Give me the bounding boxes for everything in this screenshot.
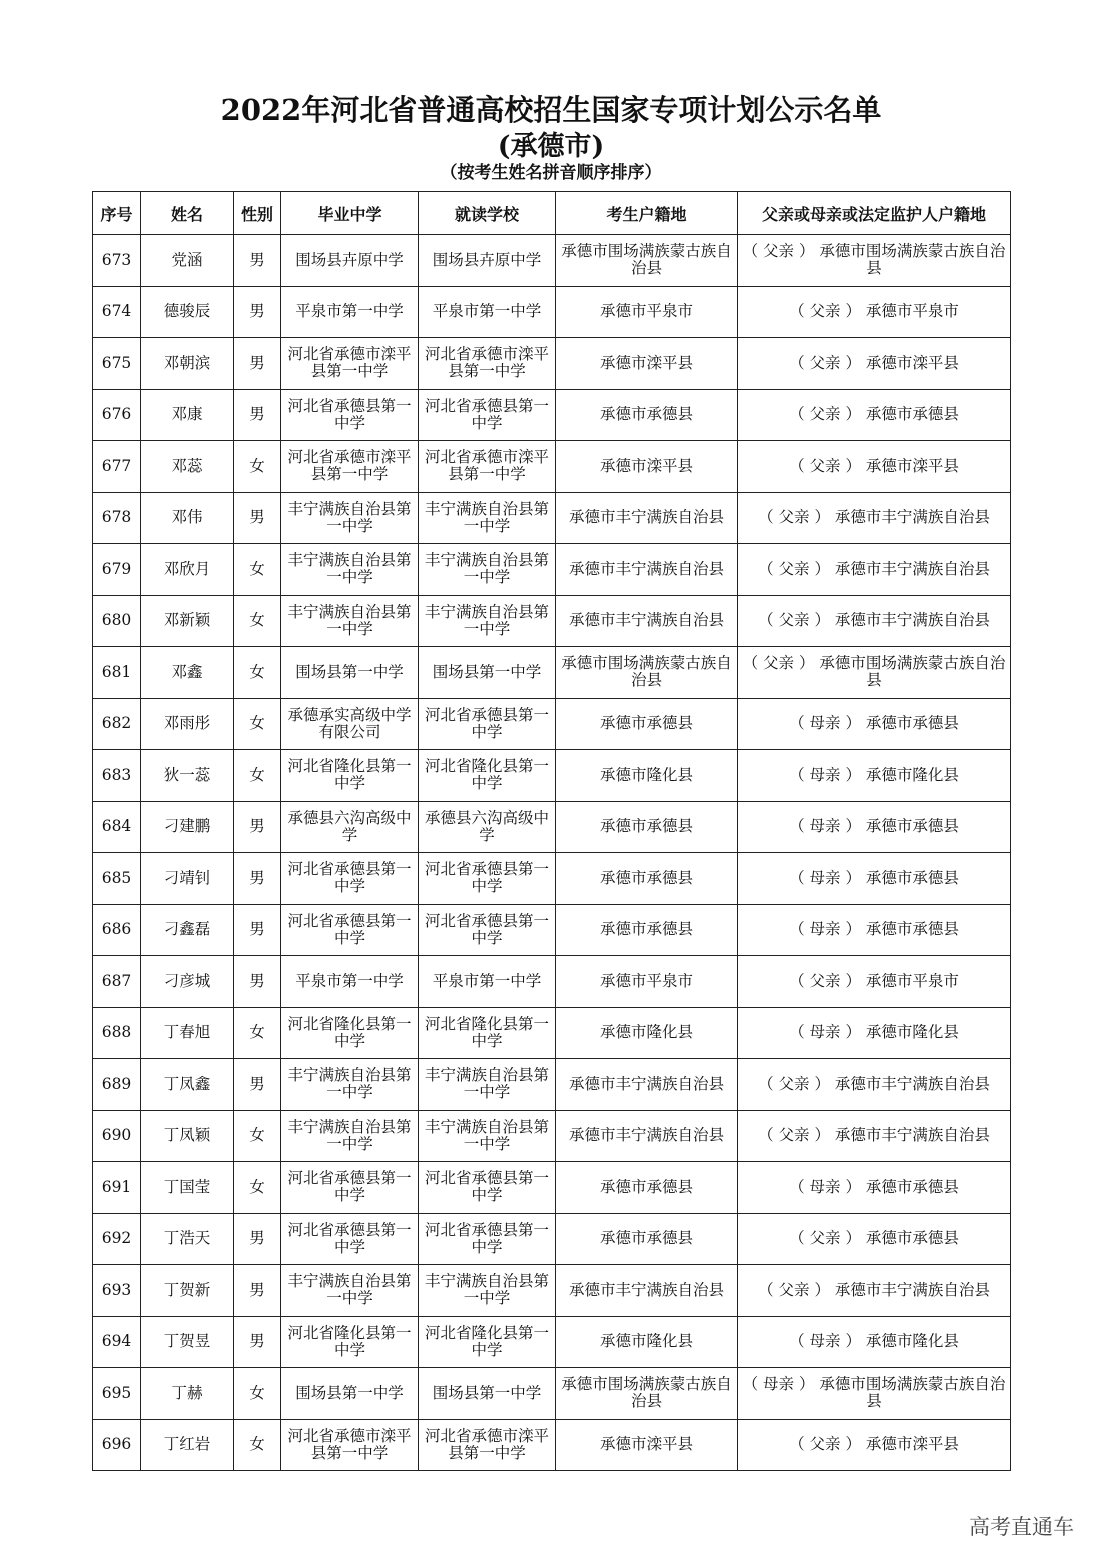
cell-graduation-school: 河北省隆化县第一中学 — [281, 1316, 419, 1368]
table-row — [93, 956, 1011, 1008]
cell-serial-number: 685 — [93, 853, 141, 905]
table-row — [93, 441, 1011, 493]
cell-guardian-hukou: （ 母亲 ） 承德市承德县 — [738, 1162, 1011, 1214]
cell-guardian-hukou: （ 父亲 ） 承德市丰宁满族自治县 — [738, 595, 1011, 647]
cell-name: 邓欣月 — [141, 544, 234, 596]
cell-current-school: 河北省承德县第一中学 — [419, 1213, 556, 1265]
cell-name: 德骏辰 — [141, 286, 234, 338]
cell-current-school: 河北省承德县第一中学 — [419, 1162, 556, 1214]
cell-name: 刁鑫磊 — [141, 904, 234, 956]
cell-gender: 女 — [234, 595, 281, 647]
cell-gender: 男 — [234, 1316, 281, 1368]
cell-gender: 男 — [234, 1213, 281, 1265]
watermark: 高考直通车 — [969, 1515, 1074, 1539]
table-row — [93, 286, 1011, 338]
cell-graduation-school: 河北省承德县第一中学 — [281, 853, 419, 905]
cell-student-hukou: 承德市平泉市 — [556, 286, 738, 338]
cell-graduation-school: 丰宁满族自治县第一中学 — [281, 1110, 419, 1162]
cell-current-school: 河北省承德县第一中学 — [419, 904, 556, 956]
cell-student-hukou: 承德市承德县 — [556, 698, 738, 750]
cell-guardian-hukou: （ 父亲 ） 承德市丰宁满族自治县 — [738, 492, 1011, 544]
cell-gender: 女 — [234, 647, 281, 699]
cell-serial-number: 687 — [93, 956, 141, 1008]
cell-graduation-school: 围场县第一中学 — [281, 1368, 419, 1420]
cell-graduation-school: 丰宁满族自治县第一中学 — [281, 1265, 419, 1317]
table-row — [93, 544, 1011, 596]
table-row — [93, 1110, 1011, 1162]
cell-graduation-school: 平泉市第一中学 — [281, 286, 419, 338]
cell-guardian-hukou: （ 母亲 ） 承德市承德县 — [738, 801, 1011, 853]
cell-current-school: 河北省承德县第一中学 — [419, 389, 556, 441]
cell-name: 丁贺昱 — [141, 1316, 234, 1368]
cell-current-school: 围场县卉原中学 — [419, 235, 556, 287]
cell-name: 邓鑫 — [141, 647, 234, 699]
cell-current-school: 河北省承德县第一中学 — [419, 698, 556, 750]
cell-gender: 女 — [234, 1007, 281, 1059]
cell-name: 邓康 — [141, 389, 234, 441]
cell-gender: 女 — [234, 1162, 281, 1214]
cell-gender: 男 — [234, 956, 281, 1008]
cell-gender: 男 — [234, 801, 281, 853]
cell-guardian-hukou: （ 父亲 ） 承德市平泉市 — [738, 286, 1011, 338]
column-header: 考生户籍地 — [556, 192, 738, 235]
cell-name: 党涵 — [141, 235, 234, 287]
cell-name: 邓朝滨 — [141, 338, 234, 390]
cell-guardian-hukou: （ 父亲 ） 承德市滦平县 — [738, 441, 1011, 493]
cell-guardian-hukou: （ 父亲 ） 承德市丰宁满族自治县 — [738, 1110, 1011, 1162]
cell-current-school: 承德县六沟高级中学 — [419, 801, 556, 853]
cell-graduation-school: 河北省隆化县第一中学 — [281, 750, 419, 802]
cell-current-school: 河北省承德市滦平县第一中学 — [419, 441, 556, 493]
table-row — [93, 1368, 1011, 1420]
cell-serial-number: 695 — [93, 1368, 141, 1420]
cell-student-hukou: 承德市滦平县 — [556, 338, 738, 390]
column-header: 姓名 — [141, 192, 234, 235]
cell-gender: 男 — [234, 286, 281, 338]
cell-serial-number: 686 — [93, 904, 141, 956]
column-header: 父亲或母亲或法定监护人户籍地 — [738, 192, 1011, 235]
cell-serial-number: 681 — [93, 647, 141, 699]
cell-student-hukou: 承德市隆化县 — [556, 1316, 738, 1368]
table-row — [93, 698, 1011, 750]
cell-graduation-school: 承德县六沟高级中学 — [281, 801, 419, 853]
cell-guardian-hukou: （ 父亲 ） 承德市丰宁满族自治县 — [738, 544, 1011, 596]
cell-guardian-hukou: （ 母亲 ） 承德市隆化县 — [738, 1316, 1011, 1368]
page-subtitle-city: (承德市) — [497, 131, 605, 162]
table-row — [93, 1213, 1011, 1265]
cell-gender: 女 — [234, 698, 281, 750]
table-row — [93, 1059, 1011, 1111]
cell-serial-number: 683 — [93, 750, 141, 802]
cell-current-school: 围场县第一中学 — [419, 647, 556, 699]
cell-serial-number: 680 — [93, 595, 141, 647]
cell-guardian-hukou: （ 父亲 ） 承德市滦平县 — [738, 338, 1011, 390]
cell-guardian-hukou: （ 父亲 ） 承德市丰宁满族自治县 — [738, 1265, 1011, 1317]
cell-student-hukou: 承德市滦平县 — [556, 1419, 738, 1471]
cell-graduation-school: 河北省隆化县第一中学 — [281, 1007, 419, 1059]
cell-current-school: 河北省承德市滦平县第一中学 — [419, 338, 556, 390]
column-header: 序号 — [93, 192, 141, 235]
cell-gender: 男 — [234, 904, 281, 956]
cell-student-hukou: 承德市隆化县 — [556, 750, 738, 802]
cell-graduation-school: 丰宁满族自治县第一中学 — [281, 492, 419, 544]
cell-gender: 女 — [234, 441, 281, 493]
cell-student-hukou: 承德市承德县 — [556, 389, 738, 441]
cell-serial-number: 692 — [93, 1213, 141, 1265]
cell-guardian-hukou: （ 父亲 ） 承德市承德县 — [738, 1213, 1011, 1265]
cell-name: 丁国莹 — [141, 1162, 234, 1214]
table-row — [93, 1265, 1011, 1317]
cell-gender: 男 — [234, 1265, 281, 1317]
table-body — [93, 235, 1011, 1471]
table-row — [93, 750, 1011, 802]
cell-gender: 男 — [234, 338, 281, 390]
cell-graduation-school: 河北省承德县第一中学 — [281, 389, 419, 441]
cell-graduation-school: 围场县卉原中学 — [281, 235, 419, 287]
cell-guardian-hukou: （ 母亲 ） 承德市隆化县 — [738, 750, 1011, 802]
cell-name: 邓伟 — [141, 492, 234, 544]
cell-student-hukou: 承德市丰宁满族自治县 — [556, 1110, 738, 1162]
cell-graduation-school: 河北省承德县第一中学 — [281, 1213, 419, 1265]
cell-serial-number: 694 — [93, 1316, 141, 1368]
cell-serial-number: 693 — [93, 1265, 141, 1317]
cell-current-school: 丰宁满族自治县第一中学 — [419, 544, 556, 596]
cell-current-school: 河北省承德市滦平县第一中学 — [419, 1419, 556, 1471]
cell-guardian-hukou: （ 父亲 ） 承德市丰宁满族自治县 — [738, 1059, 1011, 1111]
cell-serial-number: 677 — [93, 441, 141, 493]
cell-name: 邓蕊 — [141, 441, 234, 493]
cell-name: 丁凤颖 — [141, 1110, 234, 1162]
cell-current-school: 河北省隆化县第一中学 — [419, 1316, 556, 1368]
cell-gender: 女 — [234, 1368, 281, 1420]
cell-current-school: 河北省隆化县第一中学 — [419, 1007, 556, 1059]
cell-serial-number: 688 — [93, 1007, 141, 1059]
cell-guardian-hukou: （ 父亲 ） 承德市平泉市 — [738, 956, 1011, 1008]
cell-serial-number: 674 — [93, 286, 141, 338]
table-row — [93, 389, 1011, 441]
cell-serial-number: 678 — [93, 492, 141, 544]
table-row — [93, 1419, 1011, 1471]
table-row — [93, 595, 1011, 647]
page-title: 2022年河北省普通高校招生国家专项计划公示名单 — [220, 93, 882, 127]
cell-gender: 男 — [234, 853, 281, 905]
cell-name: 刁彦城 — [141, 956, 234, 1008]
cell-name: 丁浩天 — [141, 1213, 234, 1265]
cell-guardian-hukou: （ 母亲 ） 承德市承德县 — [738, 698, 1011, 750]
cell-student-hukou: 承德市围场满族蒙古族自治县 — [556, 1368, 738, 1420]
cell-current-school: 河北省承德县第一中学 — [419, 853, 556, 905]
cell-guardian-hukou: （ 父亲 ） 承德市围场满族蒙古族自治县 — [738, 235, 1011, 287]
cell-student-hukou: 承德市丰宁满族自治县 — [556, 1059, 738, 1111]
table-row — [93, 904, 1011, 956]
cell-student-hukou: 承德市承德县 — [556, 1162, 738, 1214]
cell-serial-number: 675 — [93, 338, 141, 390]
cell-serial-number: 690 — [93, 1110, 141, 1162]
table-row — [93, 1007, 1011, 1059]
cell-student-hukou: 承德市围场满族蒙古族自治县 — [556, 235, 738, 287]
cell-gender: 男 — [234, 1059, 281, 1111]
cell-current-school: 围场县第一中学 — [419, 1368, 556, 1420]
cell-name: 刁靖钊 — [141, 853, 234, 905]
cell-current-school: 丰宁满族自治县第一中学 — [419, 1059, 556, 1111]
cell-student-hukou: 承德市围场满族蒙古族自治县 — [556, 647, 738, 699]
table-row — [93, 1316, 1011, 1368]
table-row — [93, 492, 1011, 544]
cell-gender: 女 — [234, 1419, 281, 1471]
roster-table — [92, 191, 1011, 1471]
cell-name: 邓雨彤 — [141, 698, 234, 750]
cell-student-hukou: 承德市滦平县 — [556, 441, 738, 493]
cell-serial-number: 673 — [93, 235, 141, 287]
table-row — [93, 853, 1011, 905]
cell-graduation-school: 河北省承德县第一中学 — [281, 1162, 419, 1214]
column-header: 就读学校 — [419, 192, 556, 235]
cell-name: 狄一蕊 — [141, 750, 234, 802]
column-header: 毕业中学 — [281, 192, 419, 235]
cell-current-school: 丰宁满族自治县第一中学 — [419, 492, 556, 544]
cell-student-hukou: 承德市平泉市 — [556, 956, 738, 1008]
cell-current-school: 丰宁满族自治县第一中学 — [419, 595, 556, 647]
cell-guardian-hukou: （ 母亲 ） 承德市承德县 — [738, 904, 1011, 956]
cell-graduation-school: 丰宁满族自治县第一中学 — [281, 595, 419, 647]
cell-student-hukou: 承德市承德县 — [556, 904, 738, 956]
cell-student-hukou: 承德市承德县 — [556, 801, 738, 853]
cell-student-hukou: 承德市承德县 — [556, 853, 738, 905]
table-row — [93, 235, 1011, 287]
cell-name: 丁赫 — [141, 1368, 234, 1420]
cell-graduation-school: 围场县第一中学 — [281, 647, 419, 699]
cell-gender: 男 — [234, 492, 281, 544]
table-row — [93, 1162, 1011, 1214]
cell-current-school: 丰宁满族自治县第一中学 — [419, 1265, 556, 1317]
cell-name: 邓新颖 — [141, 595, 234, 647]
table-row — [93, 338, 1011, 390]
cell-serial-number: 691 — [93, 1162, 141, 1214]
cell-name: 丁凤鑫 — [141, 1059, 234, 1111]
cell-guardian-hukou: （ 母亲 ） 承德市隆化县 — [738, 1007, 1011, 1059]
cell-graduation-school: 河北省承德市滦平县第一中学 — [281, 1419, 419, 1471]
cell-graduation-school: 河北省承德县第一中学 — [281, 904, 419, 956]
cell-student-hukou: 承德市承德县 — [556, 1213, 738, 1265]
table-header-row — [93, 192, 1011, 235]
cell-gender: 男 — [234, 389, 281, 441]
cell-graduation-school: 平泉市第一中学 — [281, 956, 419, 1008]
cell-gender: 女 — [234, 1110, 281, 1162]
cell-guardian-hukou: （ 父亲 ） 承德市承德县 — [738, 389, 1011, 441]
cell-graduation-school: 承德承实高级中学有限公司 — [281, 698, 419, 750]
cell-graduation-school: 丰宁满族自治县第一中学 — [281, 544, 419, 596]
table-row — [93, 647, 1011, 699]
cell-serial-number: 682 — [93, 698, 141, 750]
cell-guardian-hukou: （ 母亲 ） 承德市承德县 — [738, 853, 1011, 905]
cell-graduation-school: 河北省承德市滦平县第一中学 — [281, 441, 419, 493]
cell-student-hukou: 承德市丰宁满族自治县 — [556, 595, 738, 647]
cell-current-school: 河北省隆化县第一中学 — [419, 750, 556, 802]
cell-current-school: 平泉市第一中学 — [419, 286, 556, 338]
cell-graduation-school: 丰宁满族自治县第一中学 — [281, 1059, 419, 1111]
cell-graduation-school: 河北省承德市滦平县第一中学 — [281, 338, 419, 390]
cell-student-hukou: 承德市丰宁满族自治县 — [556, 492, 738, 544]
cell-student-hukou: 承德市隆化县 — [556, 1007, 738, 1059]
cell-student-hukou: 承德市丰宁满族自治县 — [556, 1265, 738, 1317]
cell-name: 丁红岩 — [141, 1419, 234, 1471]
table-row — [93, 801, 1011, 853]
cell-name: 丁贺新 — [141, 1265, 234, 1317]
cell-name: 刁建鹏 — [141, 801, 234, 853]
cell-gender: 女 — [234, 750, 281, 802]
cell-gender: 女 — [234, 544, 281, 596]
cell-gender: 男 — [234, 235, 281, 287]
cell-student-hukou: 承德市丰宁满族自治县 — [556, 544, 738, 596]
cell-current-school: 平泉市第一中学 — [419, 956, 556, 1008]
cell-serial-number: 684 — [93, 801, 141, 853]
cell-guardian-hukou: （ 母亲 ） 承德市围场满族蒙古族自治县 — [738, 1368, 1011, 1420]
page-sort-note: （按考生姓名拼音顺序排序） — [440, 163, 662, 183]
cell-guardian-hukou: （ 父亲 ） 承德市滦平县 — [738, 1419, 1011, 1471]
column-header: 性别 — [234, 192, 281, 235]
cell-name: 丁春旭 — [141, 1007, 234, 1059]
cell-serial-number: 676 — [93, 389, 141, 441]
cell-serial-number: 679 — [93, 544, 141, 596]
cell-guardian-hukou: （ 父亲 ） 承德市围场满族蒙古族自治县 — [738, 647, 1011, 699]
cell-serial-number: 689 — [93, 1059, 141, 1111]
cell-current-school: 丰宁满族自治县第一中学 — [419, 1110, 556, 1162]
cell-serial-number: 696 — [93, 1419, 141, 1471]
